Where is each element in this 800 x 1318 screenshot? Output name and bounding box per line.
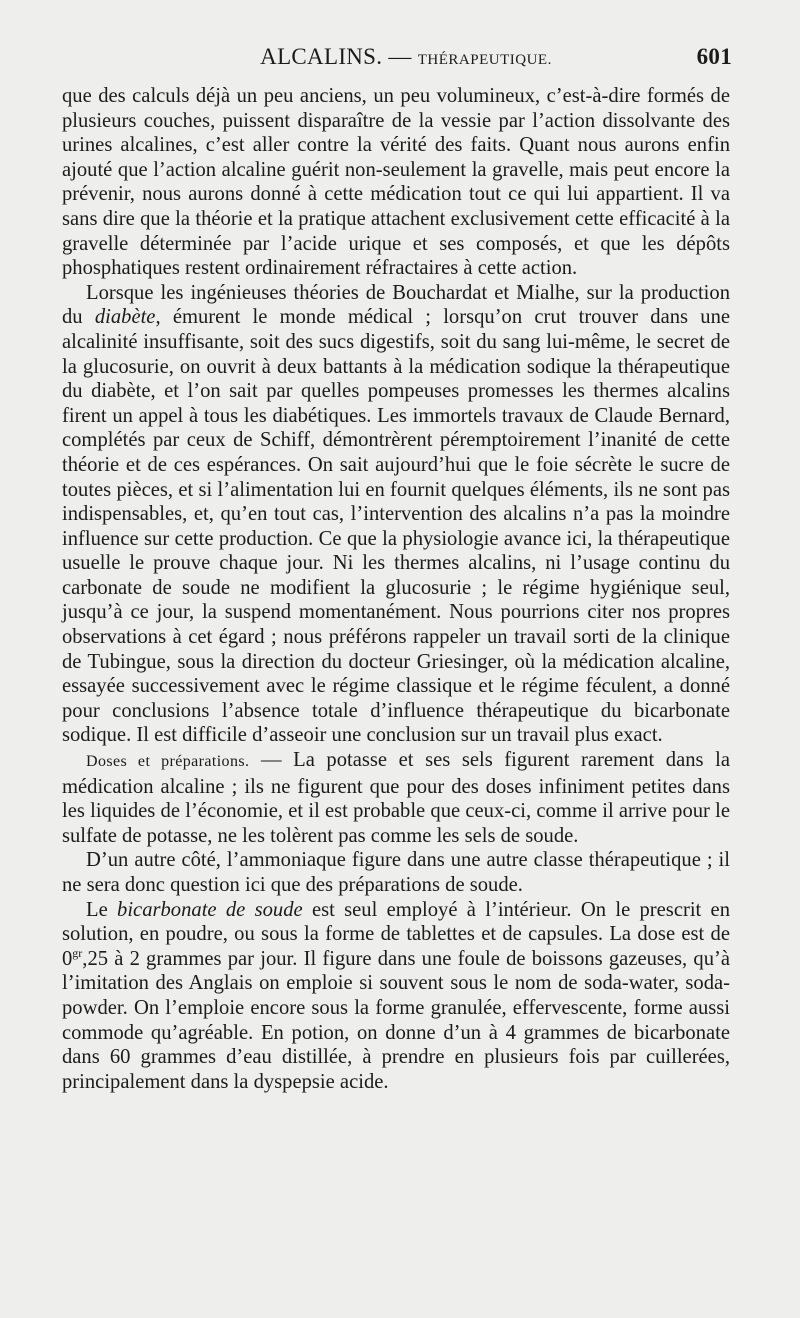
paragraph-text: — La potasse et ses sels figurent rarement dans la médication alcaline ; ils ne figurent que pour des doses infiniment petites dans les liquides de l’économie, et il est probable que ceux-ci, comme il arrive pour le sulfate de potasse, ne les tolèrent pas comme les sels de soude. <box>62 749 730 847</box>
paragraph-text: Lorsque les ingénieuses théories de Bouchardat et Mialhe, sur la production du <box>62 281 730 329</box>
paragraph-text: que des calculs déjà un peu anciens, un peu volumineux, c’est-à-dire formés de plusieurs couches, puissent disparaître de la vessie par l’action dissolvante des urines alcalines, c’est aller contre la vérité des faits. Quant nous aurons enfin ajouté que l’action alcaline guérit non-seulement la gravelle, mais peut encore la prévenir, nous aurons donné à cette médication tout ce qui lui appartient. Il va sans dire que la théorie et la pratique attachent exclusivement cette efficacité à la gravelle déterminée par l’acide urique et ses composés, et que les dépôts phosphatiques restent ordinairement réfractaires à cette action. <box>62 85 730 280</box>
paragraph-doses <box>62 748 730 848</box>
paragraph-text: est seul employé à l’intérieur. On le prescrit en solution, en poudre, ou sous la forme de tablettes et de capsules. La dose est de 0 <box>62 898 730 970</box>
paragraph-diabete <box>62 281 730 748</box>
paragraph-bicarbonate <box>62 898 730 1095</box>
unit-superscript: gr <box>72 945 83 960</box>
paragraph-text: ,25 à 2 grammes par jour. Il figure dans une foule de boissons gazeuses, qu’à l’imitation des Anglais on emploie si souvent sous le nom de soda-water, soda-powder. On l’emploie encore sous la forme granulée, effervescente, forme aussi commode qu’agréable. En potion, on donne d’un à 4 grammes de bicarbonate dans 60 grammes d’eau distillée, à prendre en plusieurs fois par cuillerées, principalement dans la dyspepsie acide. <box>62 947 730 1093</box>
page-number: 601 <box>696 44 732 69</box>
paragraph-calculs <box>62 84 730 281</box>
section-heading-doses: Doses et préparations. <box>86 753 250 771</box>
paragraph-ammoniaque <box>62 848 730 897</box>
italic-term-bicarbonate: bicarbonate de soude <box>117 898 303 921</box>
body-text <box>62 84 730 1094</box>
paragraph-text: , émurent le monde médical ; lorsqu’on crut trouver dans une alcalinité insuffisante, soit des sucs digestifs, soit du sang lui-même, le secret de la glucosurie, on ouvrit à deux battants à la médication sodique la thérapeutique du diabète, et l’on sait par quelles pompeuses promesses les thermes alcalins firent un appel à tous les diabétiques. Les immortels travaux de Claude Bernard, complétés par ceux de Schiff, démontrèrent péremptoirement l’inanité de cette théorie et de ces espérances. On sait aujourd’hui que le foie sécrète le sucre de toutes pièces, et si l’alimentation lui en fournit quelques éléments, ils ne sont pas indispensables, et, qu’en tout cas, l’intervention des alcalins n’a pas la moindre influence sur cette production. Ce que la physiologie avance ici, la thérapeutique usuelle le prouve chaque jour. Ni les thermes alcalins, ni l’usage continu du carbonate de soude ne modifient la glucosurie ; le régime hygiénique seul, jusqu’à ce jour, la suspend momentanément. Nous pourrions citer nos propres observations à cet égard ; nous préférons rappeler un travail sorti de la clinique de Tubingue, sous la direction du docteur Griesinger, où la médication alcaline, essayée successivement avec le régime classique et le régime féculent, a donné pour conclusions l’absence totale d’influence thérapeutique du bicarbonate sodique. Il est difficile d’asseoir une conclusion sur un travail plus exact. <box>62 306 731 747</box>
paragraph-text: D’un autre côté, l’ammoniaque figure dans une autre classe thérapeutique ; il ne sera donc question ici que des préparations de soude. <box>62 849 730 896</box>
paragraph-text: Le <box>86 898 118 921</box>
running-title <box>260 44 552 70</box>
running-title-dash: — <box>388 44 412 69</box>
italic-term-diabete: diabète <box>94 306 156 329</box>
running-title-right: THÉRAPEUTIQUE. <box>417 52 552 68</box>
running-head <box>62 44 730 84</box>
running-title-left: ALCALINS. <box>260 44 383 69</box>
